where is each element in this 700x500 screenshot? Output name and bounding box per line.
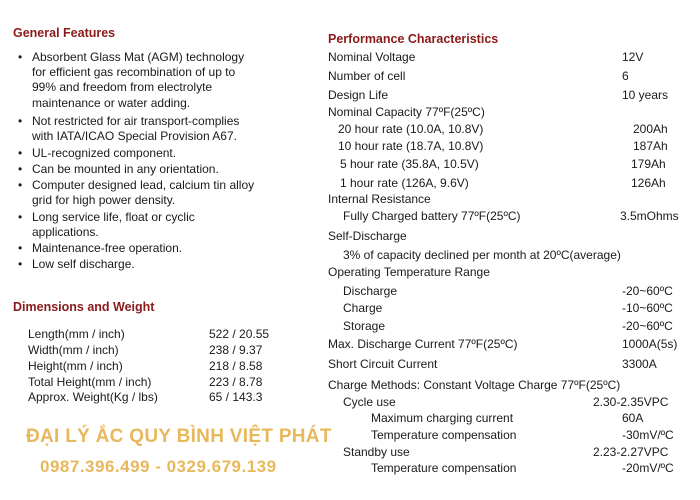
bullet-icon: • (18, 50, 23, 64)
bullet-icon: • (18, 114, 23, 128)
standby-use-label: Standby use (343, 445, 410, 459)
dimension-label: Height(mm / inch) (28, 359, 123, 373)
bullet-icon: • (18, 210, 23, 224)
capacity-row-label: 20 hour rate (10.0A, 10.8V) (338, 122, 484, 136)
feature-item: • Low self discharge. (18, 257, 135, 271)
capacity-row-label: 5 hour rate (35.8A, 10.5V) (340, 157, 479, 171)
cycle-use-value: 2.30-2.35VPC (593, 395, 669, 409)
max-discharge-value: 1000A(5s) (622, 337, 678, 351)
capacity-row-label: 10 hour rate (18.7A, 10.8V) (338, 139, 484, 153)
max-charging-value: 60A (622, 411, 644, 425)
feature-item: • Absorbent Glass Mat (AGM) technology for efficient gas recombination of up to 99% and freedom from electrolyte maintenance or water adding. (18, 50, 245, 110)
op-temp-row-label: Charge (343, 301, 383, 315)
bullet-icon: • (18, 257, 23, 271)
dimension-value: 238 / 9.37 (209, 343, 263, 357)
dimension-label: Approx. Weight(Kg / lbs) (28, 390, 158, 404)
short-circuit-label: Short Circuit Current (328, 357, 438, 371)
max-charging-label: Maximum charging current (371, 411, 514, 425)
feature-item: • Computer designed lead, calcium tin alloy grid for high power density. (18, 178, 255, 208)
internal-resistance-label: Internal Resistance (328, 192, 431, 206)
cycle-use-label: Cycle use (343, 395, 396, 409)
performance-heading: Performance Characteristics (328, 32, 499, 46)
charge-methods-label: Charge Methods: Constant Voltage Charge 77ºF(25ºC) (328, 378, 621, 392)
nominal-voltage-value: 12V (622, 50, 644, 64)
temp-comp-label: Temperature compensation (371, 461, 517, 475)
op-temp-row-label: Storage (343, 319, 386, 333)
bullet-icon: • (18, 146, 23, 160)
capacity-label: Nominal Capacity 77ºF(25ºC) (328, 105, 485, 119)
temp-comp-value: -30mV/ºC (622, 428, 674, 442)
watermark-phone: 0987.396.499 - 0329.679.139 (40, 457, 277, 476)
temp-comp-value: -20mV/ºC (622, 461, 674, 475)
op-temp-row-value: -10~60ºC (622, 301, 673, 315)
feature-item: • Maintenance-free operation. (18, 241, 183, 255)
feature-item: • UL-recognized component. (18, 146, 177, 160)
capacity-row-value: 126Ah (631, 176, 666, 190)
feature-item: • Can be mounted in any orientation. (18, 162, 219, 176)
nominal-voltage-label: Nominal Voltage (328, 50, 416, 64)
bullet-icon: • (18, 178, 23, 192)
max-discharge-label: Max. Discharge Current 77ºF(25ºC) (328, 337, 518, 351)
temp-comp-label: Temperature compensation (371, 428, 517, 442)
dimension-value: 223 / 8.78 (209, 375, 263, 389)
feature-item: • Long service life, float or cyclic applications. (18, 210, 195, 240)
capacity-row-value: 187Ah (633, 139, 668, 153)
short-circuit-value: 3300A (622, 357, 657, 371)
dimension-label: Length(mm / inch) (28, 327, 125, 341)
op-temp-row-value: -20~60ºC (622, 319, 673, 333)
internal-resistance-value: 3.5mOhms (620, 209, 679, 223)
cells-value: 6 (622, 69, 629, 83)
dimension-label: Total Height(mm / inch) (28, 375, 152, 389)
bullet-icon: • (18, 162, 23, 176)
self-discharge-note: 3% of capacity declined per month at 20ºC(average) (343, 248, 621, 262)
dimension-label: Width(mm / inch) (28, 343, 119, 357)
capacity-row-value: 179Ah (631, 157, 666, 171)
watermark-company-name: ĐẠI LÝ ẮC QUY BÌNH VIỆT PHÁT (26, 426, 332, 447)
bullet-icon: • (18, 241, 23, 255)
op-temp-label: Operating Temperature Range (328, 265, 490, 279)
internal-resistance-sublabel: Fully Charged battery 77ºF(25ºC) (343, 209, 521, 223)
dimension-value: 65 / 143.3 (209, 390, 263, 404)
dimension-value: 218 / 8.58 (209, 359, 263, 373)
standby-use-value: 2.23-2.27VPC (593, 445, 669, 459)
design-life-label: Design Life (328, 88, 389, 102)
op-temp-row-value: -20~60ºC (622, 284, 673, 298)
cells-label: Number of cell (328, 69, 406, 83)
feature-item: • Not restricted for air transport-complies with IATA/ICAO Special Provision A67. (18, 114, 240, 144)
general-features-heading: General Features (13, 26, 116, 40)
self-discharge-label: Self-Discharge (328, 229, 407, 243)
capacity-row-value: 200Ah (633, 122, 668, 136)
dimension-value: 522 / 20.55 (209, 327, 270, 341)
op-temp-row-label: Discharge (343, 284, 398, 298)
dimensions-heading: Dimensions and Weight (13, 300, 155, 314)
capacity-row-label: 1 hour rate (126A, 9.6V) (340, 176, 469, 190)
design-life-value: 10 years (622, 88, 669, 102)
